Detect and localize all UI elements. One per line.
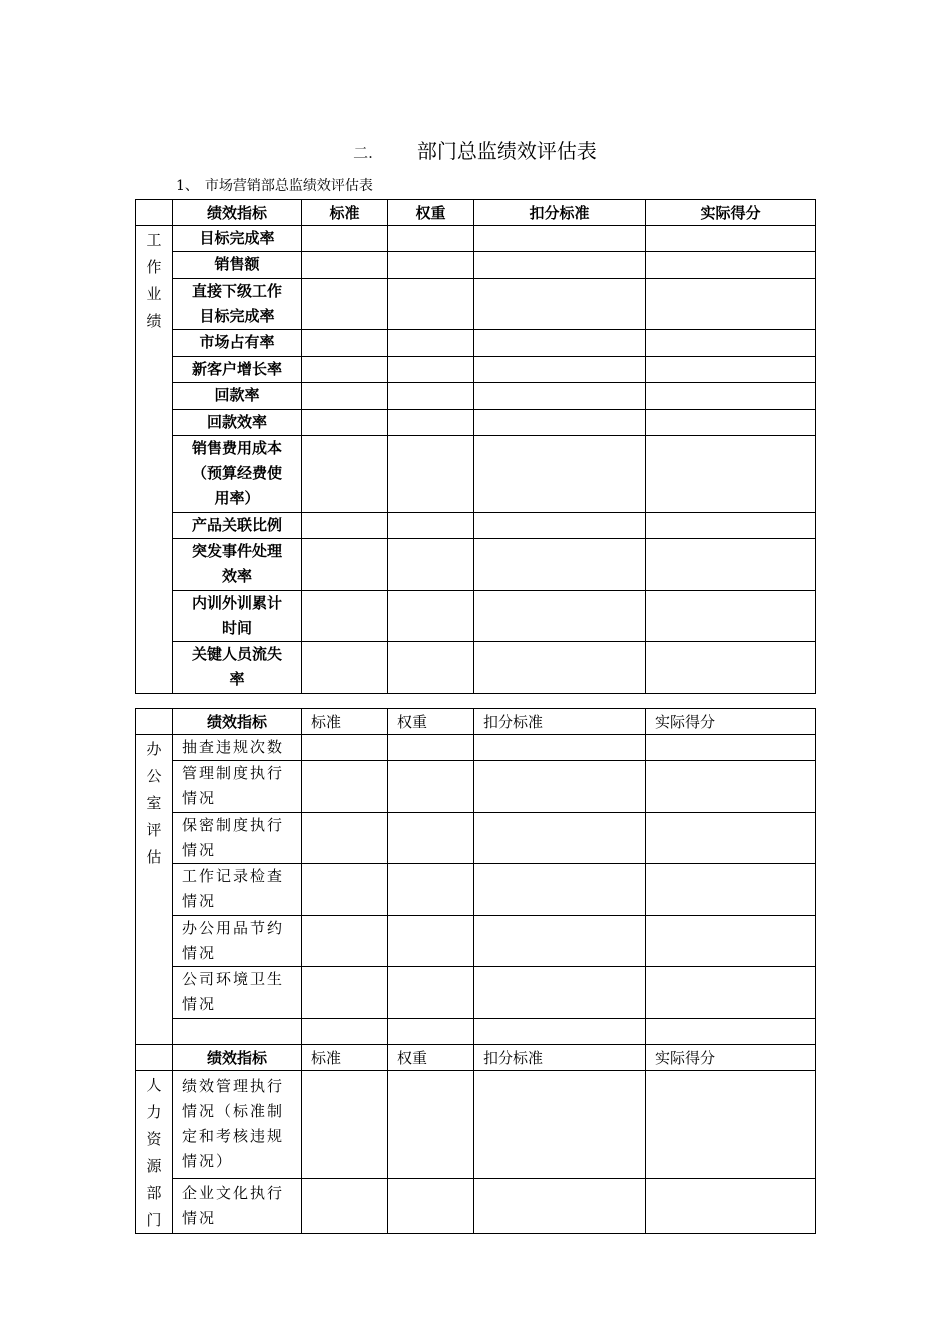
score-input-cell[interactable]: [646, 225, 816, 252]
indicator-cell: [173, 1018, 302, 1045]
table-row: [136, 864, 816, 916]
standard-input-cell[interactable]: [302, 1178, 388, 1233]
indicator-line: 管理制度执行: [182, 764, 285, 783]
table-row: [136, 915, 816, 967]
indicator-cell: [173, 539, 302, 591]
score-input-cell[interactable]: [646, 915, 816, 967]
table-row: [136, 812, 816, 864]
header-blank-cell: [136, 200, 173, 226]
category-char: 办: [146, 739, 162, 758]
score-input-cell[interactable]: [646, 383, 816, 410]
table-row: [136, 512, 816, 539]
indicator-line: （预算经费使: [191, 464, 282, 483]
table-row: [136, 734, 816, 761]
indicator-line: 市场占有率: [199, 333, 275, 352]
indicator-cell: [173, 512, 302, 539]
standard-input-cell[interactable]: [302, 409, 388, 436]
indicator-line: 情况（标准制: [182, 1102, 285, 1121]
indicator-cell: [173, 915, 302, 967]
indicator-line: 保密制度执行: [182, 815, 285, 834]
score-input-cell[interactable]: [646, 1070, 816, 1178]
indicator-line: 内训外训累计: [191, 593, 282, 612]
weight-input-cell[interactable]: [388, 539, 474, 591]
category-char: 公: [146, 766, 162, 785]
standard-input-cell[interactable]: [302, 539, 388, 591]
subtitle-number: 1、: [176, 178, 199, 194]
score-input-cell[interactable]: [646, 330, 816, 357]
deduction-input-cell[interactable]: [474, 864, 646, 916]
indicator-line: 用率）: [214, 489, 260, 508]
column-header: 权重: [388, 200, 474, 226]
standard-input-cell[interactable]: [302, 864, 388, 916]
standard-input-cell[interactable]: [302, 278, 388, 330]
table-row: [136, 383, 816, 410]
header-blank-cell: [136, 709, 173, 735]
indicator-line: 突发事件处理: [191, 542, 282, 561]
indicator-cell: [173, 278, 302, 330]
deduction-input-cell[interactable]: [474, 761, 646, 813]
standard-input-cell[interactable]: [302, 383, 388, 410]
deduction-input-cell[interactable]: [474, 967, 646, 1019]
deduction-input-cell[interactable]: [474, 356, 646, 383]
category-char: 作: [146, 257, 162, 276]
table-row: [136, 1018, 816, 1045]
deduction-input-cell[interactable]: [474, 1070, 646, 1178]
category-char: 绩: [146, 311, 162, 330]
indicator-cell: [173, 1070, 302, 1178]
category-char: 资: [146, 1129, 162, 1148]
indicator-line: 直接下级工作: [191, 281, 282, 300]
weight-input-cell[interactable]: [388, 252, 474, 279]
indicator-line: 率: [229, 670, 245, 689]
category-char: 业: [146, 284, 162, 303]
table-row: [136, 761, 816, 813]
score-input-cell[interactable]: [646, 278, 816, 330]
deduction-input-cell[interactable]: [474, 252, 646, 279]
indicator-line: 回款效率: [206, 412, 267, 431]
indicator-line: 情况: [182, 840, 217, 859]
weight-input-cell[interactable]: [388, 642, 474, 694]
score-input-cell[interactable]: [646, 590, 816, 642]
standard-input-cell[interactable]: [302, 330, 388, 357]
indicator-line: 关键人员流失: [191, 645, 282, 664]
category-char: 评: [146, 820, 162, 839]
indicator-cell: [173, 864, 302, 916]
table-row: [136, 967, 816, 1019]
standard-input-cell[interactable]: [302, 642, 388, 694]
header-row: [136, 1045, 816, 1071]
score-input-cell[interactable]: [646, 436, 816, 513]
indicator-cell: [173, 761, 302, 813]
category-char: 力: [146, 1102, 162, 1121]
table-marketing: [135, 199, 816, 694]
score-input-cell[interactable]: [646, 864, 816, 916]
deduction-input-cell[interactable]: [474, 225, 646, 252]
indicator-cell: [173, 590, 302, 642]
table-row: [136, 539, 816, 591]
weight-input-cell[interactable]: [388, 1178, 474, 1233]
weight-input-cell[interactable]: [388, 1018, 474, 1045]
standard-input-cell[interactable]: [302, 356, 388, 383]
column-header: 绩效指标: [173, 200, 302, 226]
weight-input-cell[interactable]: [388, 734, 474, 761]
category-char: 工: [146, 230, 162, 249]
indicator-line: 公司环境卫生: [182, 970, 285, 989]
weight-input-cell[interactable]: [388, 915, 474, 967]
header-row: [136, 200, 816, 226]
weight-input-cell[interactable]: [388, 812, 474, 864]
indicator-line: 办公用品节约: [182, 918, 285, 937]
column-header: 权重: [388, 1045, 474, 1071]
standard-input-cell[interactable]: [302, 967, 388, 1019]
table-row: [136, 225, 816, 252]
indicator-cell: [173, 812, 302, 864]
deduction-input-cell[interactable]: [474, 590, 646, 642]
category-char: 门: [146, 1210, 162, 1229]
score-input-cell[interactable]: [646, 1018, 816, 1045]
standard-input-cell[interactable]: [302, 812, 388, 864]
category-char: 估: [146, 847, 162, 866]
weight-input-cell[interactable]: [388, 761, 474, 813]
deduction-input-cell[interactable]: [474, 1178, 646, 1233]
indicator-line: 情况）: [182, 1152, 234, 1171]
indicator-line: 企业文化执行: [182, 1183, 285, 1202]
indicator-cell: [173, 734, 302, 761]
score-input-cell[interactable]: [646, 539, 816, 591]
column-header: 权重: [388, 709, 474, 735]
category-cell: [136, 734, 173, 1045]
table-row: [136, 252, 816, 279]
column-header: 标准: [302, 200, 388, 226]
column-header: 标准: [302, 709, 388, 735]
document-title: [0, 136, 950, 168]
deduction-input-cell[interactable]: [474, 436, 646, 513]
deduction-input-cell[interactable]: [474, 278, 646, 330]
deduction-input-cell[interactable]: [474, 539, 646, 591]
standard-input-cell[interactable]: [302, 225, 388, 252]
table-row: [136, 1070, 816, 1178]
column-header: 实际得分: [646, 709, 816, 735]
column-header: 绩效指标: [173, 709, 302, 735]
indicator-cell: [173, 1178, 302, 1233]
category-char: 部: [146, 1183, 162, 1202]
standard-input-cell[interactable]: [302, 1018, 388, 1045]
weight-input-cell[interactable]: [388, 436, 474, 513]
indicator-cell: [173, 436, 302, 513]
indicator-line: 产品关联比例: [191, 515, 282, 534]
indicator-line: 新客户增长率: [191, 359, 282, 378]
deduction-input-cell[interactable]: [474, 330, 646, 357]
score-input-cell[interactable]: [646, 1178, 816, 1233]
section-number: 二.: [353, 144, 373, 162]
deduction-input-cell[interactable]: [474, 383, 646, 410]
table-office: [135, 708, 816, 1234]
score-input-cell[interactable]: [646, 967, 816, 1019]
weight-input-cell[interactable]: [388, 356, 474, 383]
table-row: [136, 278, 816, 330]
indicator-cell: [173, 383, 302, 410]
header-row: [136, 709, 816, 735]
deduction-input-cell[interactable]: [474, 512, 646, 539]
score-input-cell[interactable]: [646, 252, 816, 279]
indicator-line: 情况: [182, 789, 217, 808]
subtitle-text: 市场营销部总监绩效评估表: [204, 178, 373, 194]
weight-input-cell[interactable]: [388, 864, 474, 916]
indicator-line: 效率: [221, 567, 252, 586]
deduction-input-cell[interactable]: [474, 1018, 646, 1045]
title-text: 部门总监绩效评估表: [416, 139, 597, 163]
deduction-input-cell[interactable]: [474, 915, 646, 967]
score-input-cell[interactable]: [646, 409, 816, 436]
indicator-line: 情况: [182, 995, 217, 1014]
indicator-line: 工作记录检查: [182, 867, 285, 886]
table-row: [136, 436, 816, 513]
indicator-line: 抽查违规次数: [182, 737, 285, 756]
standard-input-cell[interactable]: [302, 436, 388, 513]
standard-input-cell[interactable]: [302, 252, 388, 279]
deduction-input-cell[interactable]: [474, 409, 646, 436]
weight-input-cell[interactable]: [388, 409, 474, 436]
score-input-cell[interactable]: [646, 734, 816, 761]
score-input-cell[interactable]: [646, 812, 816, 864]
indicator-line: 时间: [221, 618, 252, 637]
weight-input-cell[interactable]: [388, 225, 474, 252]
table-row: [136, 1178, 816, 1233]
category-char: 人: [146, 1075, 162, 1094]
indicator-line: 目标完成率: [199, 306, 275, 325]
weight-input-cell[interactable]: [388, 590, 474, 642]
indicator-cell: [173, 356, 302, 383]
standard-input-cell[interactable]: [302, 1070, 388, 1178]
standard-input-cell[interactable]: [302, 761, 388, 813]
indicator-cell: [173, 642, 302, 694]
column-header: 扣分标准: [474, 1045, 646, 1071]
indicator-line: 情况: [182, 892, 217, 911]
column-header: 实际得分: [646, 200, 816, 226]
deduction-input-cell[interactable]: [474, 642, 646, 694]
score-input-cell[interactable]: [646, 642, 816, 694]
weight-input-cell[interactable]: [388, 967, 474, 1019]
category-char: 源: [146, 1156, 162, 1175]
table-row: [136, 356, 816, 383]
deduction-input-cell[interactable]: [474, 812, 646, 864]
column-header: 绩效指标: [173, 1045, 302, 1071]
score-input-cell[interactable]: [646, 761, 816, 813]
category-cell: [136, 225, 173, 693]
column-header: 实际得分: [646, 1045, 816, 1071]
indicator-line: 绩效管理执行: [182, 1077, 285, 1096]
indicator-line: 回款率: [214, 386, 260, 405]
column-header: 标准: [302, 1045, 388, 1071]
indicator-line: 情况: [182, 1208, 217, 1227]
table-row: [136, 590, 816, 642]
header-blank-cell: [136, 1045, 173, 1071]
indicator-line: 定和考核违规: [182, 1127, 285, 1146]
indicator-cell: [173, 409, 302, 436]
score-input-cell[interactable]: [646, 512, 816, 539]
table-row: [136, 642, 816, 694]
weight-input-cell[interactable]: [388, 330, 474, 357]
standard-input-cell[interactable]: [302, 512, 388, 539]
category-char: 室: [146, 793, 162, 812]
column-header: 扣分标准: [474, 200, 646, 226]
table-row: [136, 330, 816, 357]
deduction-input-cell[interactable]: [474, 734, 646, 761]
indicator-cell: [173, 252, 302, 279]
column-header: 扣分标准: [474, 709, 646, 735]
weight-input-cell[interactable]: [388, 1070, 474, 1178]
standard-input-cell[interactable]: [302, 915, 388, 967]
weight-input-cell[interactable]: [388, 278, 474, 330]
indicator-cell: [173, 225, 302, 252]
standard-input-cell[interactable]: [302, 590, 388, 642]
indicator-line: 目标完成率: [199, 228, 275, 247]
indicator-line: 情况: [182, 943, 217, 962]
indicator-cell: [173, 330, 302, 357]
indicator-cell: [173, 967, 302, 1019]
weight-input-cell[interactable]: [388, 512, 474, 539]
weight-input-cell[interactable]: [388, 383, 474, 410]
indicator-line: 销售额: [214, 255, 260, 274]
standard-input-cell[interactable]: [302, 734, 388, 761]
table-row: [136, 409, 816, 436]
indicator-line: 销售费用成本: [191, 439, 282, 458]
table-subtitle: [176, 176, 373, 196]
score-input-cell[interactable]: [646, 356, 816, 383]
category-cell: [136, 1070, 173, 1233]
